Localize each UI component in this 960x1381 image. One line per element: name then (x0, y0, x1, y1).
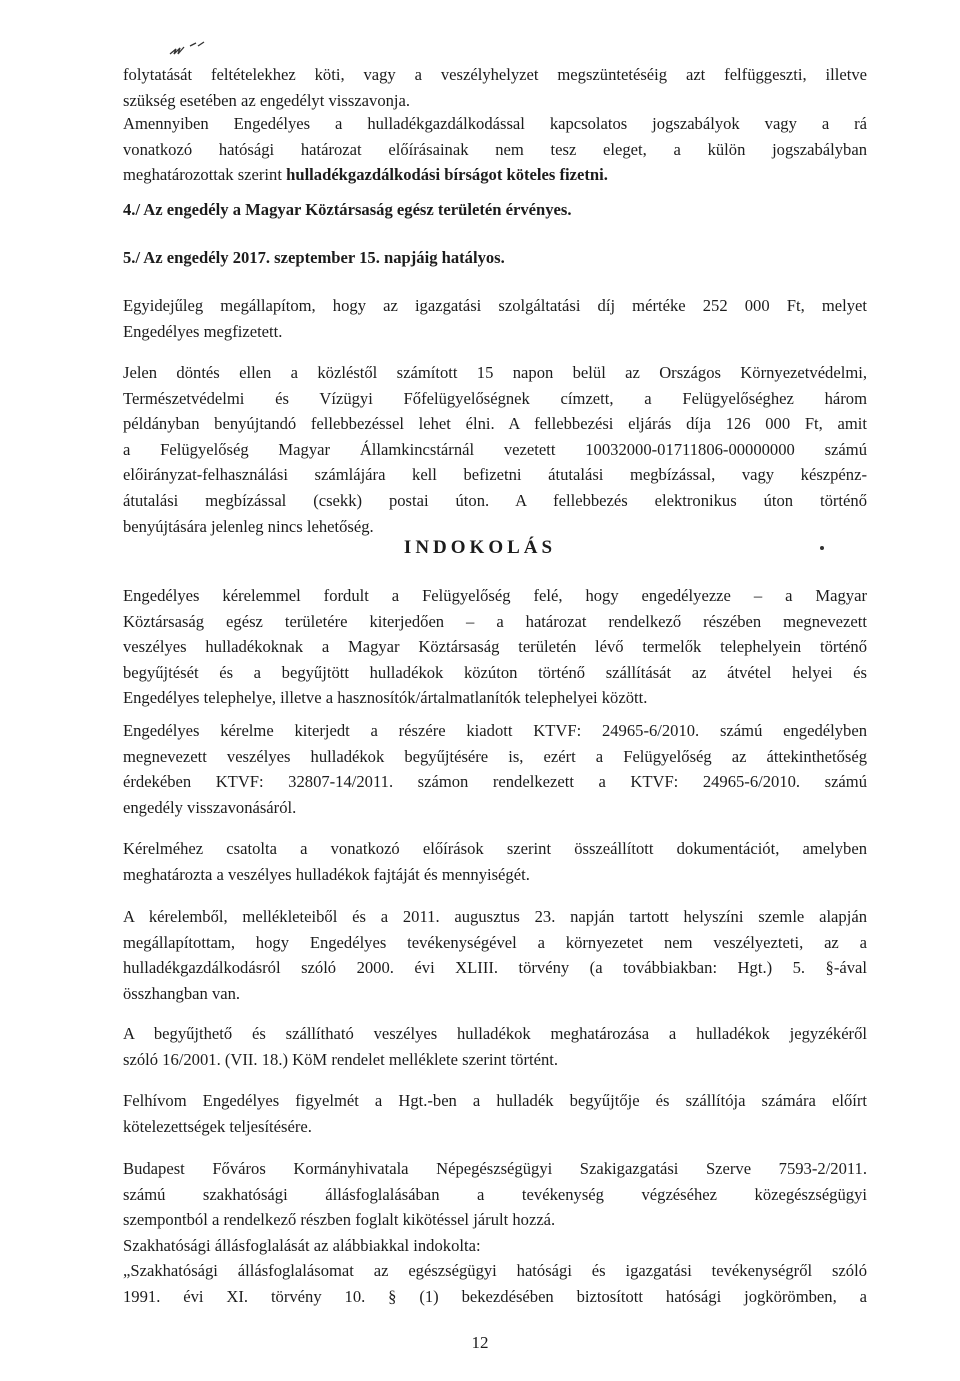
text-line: A begyűjthető és szállítható veszélyes hulladékok meghatározása a hulladékok jegyzékéről (123, 1024, 867, 1043)
text-line: Egyidejűleg megállapítom, hogy az igazgatási szolgáltatási díj mértéke 252 000 Ft, melyet (123, 296, 867, 315)
text-line: számú szakhatósági állásfoglalásában a tevékenység végzéséhez közegészségügyi (123, 1184, 867, 1204)
text-line: a Felügyelőség Magyar Államkincstárnál vezetett 10032000-01711806-00000000 számú (123, 439, 867, 459)
text-line: benyújtására jelenleg nincs lehetőség. (123, 516, 374, 536)
text-line: „Szakhatósági állásfoglalásomat az egészségügyi hatósági és igazgatási tevékenységről szóló (123, 1261, 867, 1281)
text-line: vonatkozó hatósági határozat előírásainak nem tesz eleget, a külön jogszabályban (123, 139, 867, 159)
paragraph-fee (123, 293, 867, 344)
paragraph-suspension (123, 62, 867, 113)
page-number: 12 (471, 1333, 489, 1352)
handwritten-mark-icon (168, 40, 208, 58)
paragraph-obligations (123, 1088, 867, 1139)
text-line: veszélyes hulladékoknak a Magyar Köztársaság területén lévő termelők telephelyein történő (123, 637, 867, 657)
text-line: 4./ Az engedély a Magyar Köztársaság egész területén érvényes. (123, 200, 572, 219)
text-line: kötelezettségek teljesítésére. (123, 1116, 312, 1136)
item-4 (123, 197, 867, 223)
text-line: Felhívom Engedélyes figyelmét a Hgt.-ben a hulladék begyűjtője és szállítója számára előírt (123, 1091, 867, 1110)
text-line: folytatását feltételekhez köti, vagy a veszélyhelyzet megszüntetéséig azt felfüggeszti, illetve (123, 65, 867, 84)
paragraph-inspection (123, 904, 867, 1006)
text-line: 1991. évi XI. törvény 10. § (1) bekezdésében biztosított hatósági jogkörömben, a (123, 1286, 867, 1306)
paragraph-appeal (123, 360, 867, 539)
text-line: Engedélyes kérelme kiterjedt a részére kiadott KTVF: 24965-6/2010. számú engedélyben (123, 721, 867, 740)
paragraph-extension (123, 718, 867, 820)
section-heading: INDOKOLÁS (403, 537, 557, 558)
dot-mark-icon (820, 546, 824, 550)
text-line: megnevezett veszélyes hulladékok begyűjtésére is, ezért a Felügyelőség az áttekinthetőség (123, 746, 867, 766)
text-line: Budapest Főváros Kormányhivatala Népegészségügyi Szakigazgatási Szerve 7593-2/2011. (123, 1159, 867, 1178)
text-line: példányban benyújtandó fellebbezéssel lehet élni. A fellebbezési eljárás díja 126 000 Ft, amit (123, 414, 867, 434)
text-line: A kérelemből, mellékleteiből és a 2011. augusztus 23. napján tartott helyszíni szemle alapján (123, 907, 867, 926)
text-line: hulladékgazdálkodásról szóló 2000. évi XLIII. törvény (a továbbiakban: Hgt.) 5. §-ával (123, 958, 867, 978)
text-line: engedély visszavonásáról. (123, 797, 297, 817)
text-line: előirányzat-felhasználási számlájára kell befizetni átutalási megbízással, vagy készpénz- (123, 465, 867, 485)
text-line: szükség esetében az engedélyt visszavonja. (123, 90, 411, 110)
bold-text: hulladékgazdálkodási bírságot köteles fizetni. (286, 165, 608, 185)
text-line: Amennyiben Engedélyes a hulladékgazdálkodással kapcsolatos jogszabályok vagy a rá (123, 114, 867, 133)
paragraph-penalty (123, 111, 867, 188)
text-line: meghatározta a veszélyes hulladékok fajtáját és mennyiségét. (123, 864, 530, 884)
text-fragment: meghatározottak szerint (123, 165, 287, 185)
text-line: Engedélyes telephelye, illetve a hasznosítók/ártalmatlanítók telephelyei között. (123, 688, 648, 708)
text-line: megállapítottam, hogy Engedélyes tevékenységével a környezetet nem veszélyezteti, az a (123, 932, 867, 952)
text-line: átutalási megbízással (csekk) postai úton. A fellebbezés elektronikus úton történő (123, 490, 867, 510)
text-line: összhangban van. (123, 983, 241, 1003)
text-line: begyűjtését és a begyűjtött hulladékok közúton történő szállítását az átvétel helyei és (123, 662, 867, 682)
text-line: Szakhatósági állásfoglalását az alábbiakkal indokolta: (123, 1235, 481, 1255)
text-line: érdekében KTVF: 32807-14/2011. számon rendelkezett a KTVF: 24965-6/2010. számú (123, 772, 867, 792)
text-line: Köztársaság egész területére kiterjedően – a határozat rendelkező részében megnevezett (123, 611, 867, 631)
paragraph-documentation (123, 836, 867, 887)
text-line: Kérelméhez csatolta a vonatkozó előírások szerint összeállított dokumentációt, amelyben (123, 839, 867, 858)
text-line: szempontból a rendelkező részben foglalt kikötéssel járult hozzá. (123, 1210, 556, 1230)
text-line: Engedélyes megfizetett. (123, 321, 283, 341)
text-line (123, 162, 867, 188)
text-line: Természetvédelmi és Vízügyi Főfelügyelőségnek címzett, a Felügyelőséghez három (123, 388, 867, 408)
text-line: Engedélyes kérelemmel fordult a Felügyelőség felé, hogy engedélyezze – a Magyar (123, 586, 867, 605)
item-5 (123, 245, 867, 271)
text-line: Jelen döntés ellen a közléstől számított 15 napon belül az Országos Környezetvédelmi, (123, 363, 867, 382)
text-line: szóló 16/2001. (VII. 18.) KöM rendelet melléklete szerint történt. (123, 1049, 559, 1069)
paragraph-authority (123, 1156, 867, 1310)
text-line: 5./ Az engedély 2017. szeptember 15. napjáig hatályos. (123, 248, 505, 267)
paragraph-waste-list (123, 1021, 867, 1072)
paragraph-request (123, 583, 867, 711)
